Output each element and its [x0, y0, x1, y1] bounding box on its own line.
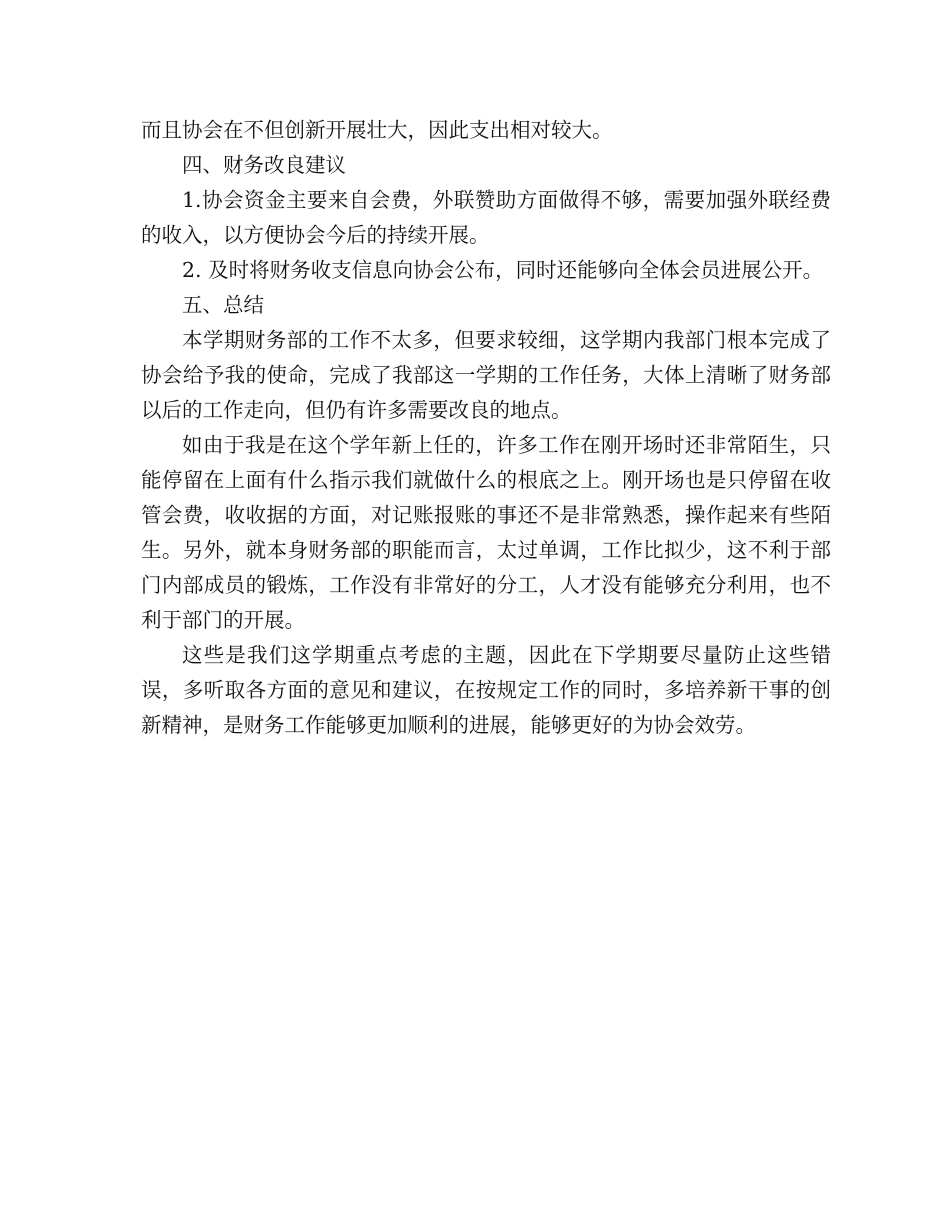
paragraph-summary-1: 本学期财务部的工作不太多，但要求较细，这学期内我部门根本完成了协会给予我的使命，完成了我部这一学期的工作任务，大体上清晰了财务部以后的工作走向，但仍有许多需要改良的地点。	[141, 328, 831, 422]
document-body	[141, 113, 831, 743]
paragraph-summary-2: 如由于我是在这个学年新上任的，许多工作在刚开场时还非常陌生，只能停留在上面有什么指示我们就做什么的根底之上。刚开场也是只停留在收管会费，收收据的方面，对记账报账的事还不是非常熟悉，操作起来有些陌生。另外，就本身财务部的职能而言，太过单调，工作比拟少，这不利于部门内部成员的锻炼，工作没有非常好的分工，人才没有能够充分利用，也不利于部门的开展。	[141, 433, 831, 632]
paragraph-continuation: 而且协会在不但创新开展壮大，因此支出相对较大。	[141, 118, 613, 142]
paragraph-summary-3: 这些是我们这学期重点考虑的主题，因此在下学期要尽量防止这些错误，多听取各方面的意见和建议，在按规定工作的同时，多培养新干事的创新精神，是财务工作能够更加顺利的进展，能够更好的为协会效劳。	[141, 643, 831, 737]
paragraph-suggestion-2: 2. 及时将财务收支信息向协会公布，同时还能够向全体会员进展公开。	[182, 258, 824, 282]
section-heading-finance-improvement: 四、财务改良建议	[182, 153, 346, 177]
paragraph-suggestion-1: 1.协会资金主要来自会费，外联赞助方面做得不够，需要加强外联经费的收入，以方便协会今后的持续开展。	[141, 188, 831, 247]
section-heading-summary: 五、总结	[182, 293, 264, 317]
